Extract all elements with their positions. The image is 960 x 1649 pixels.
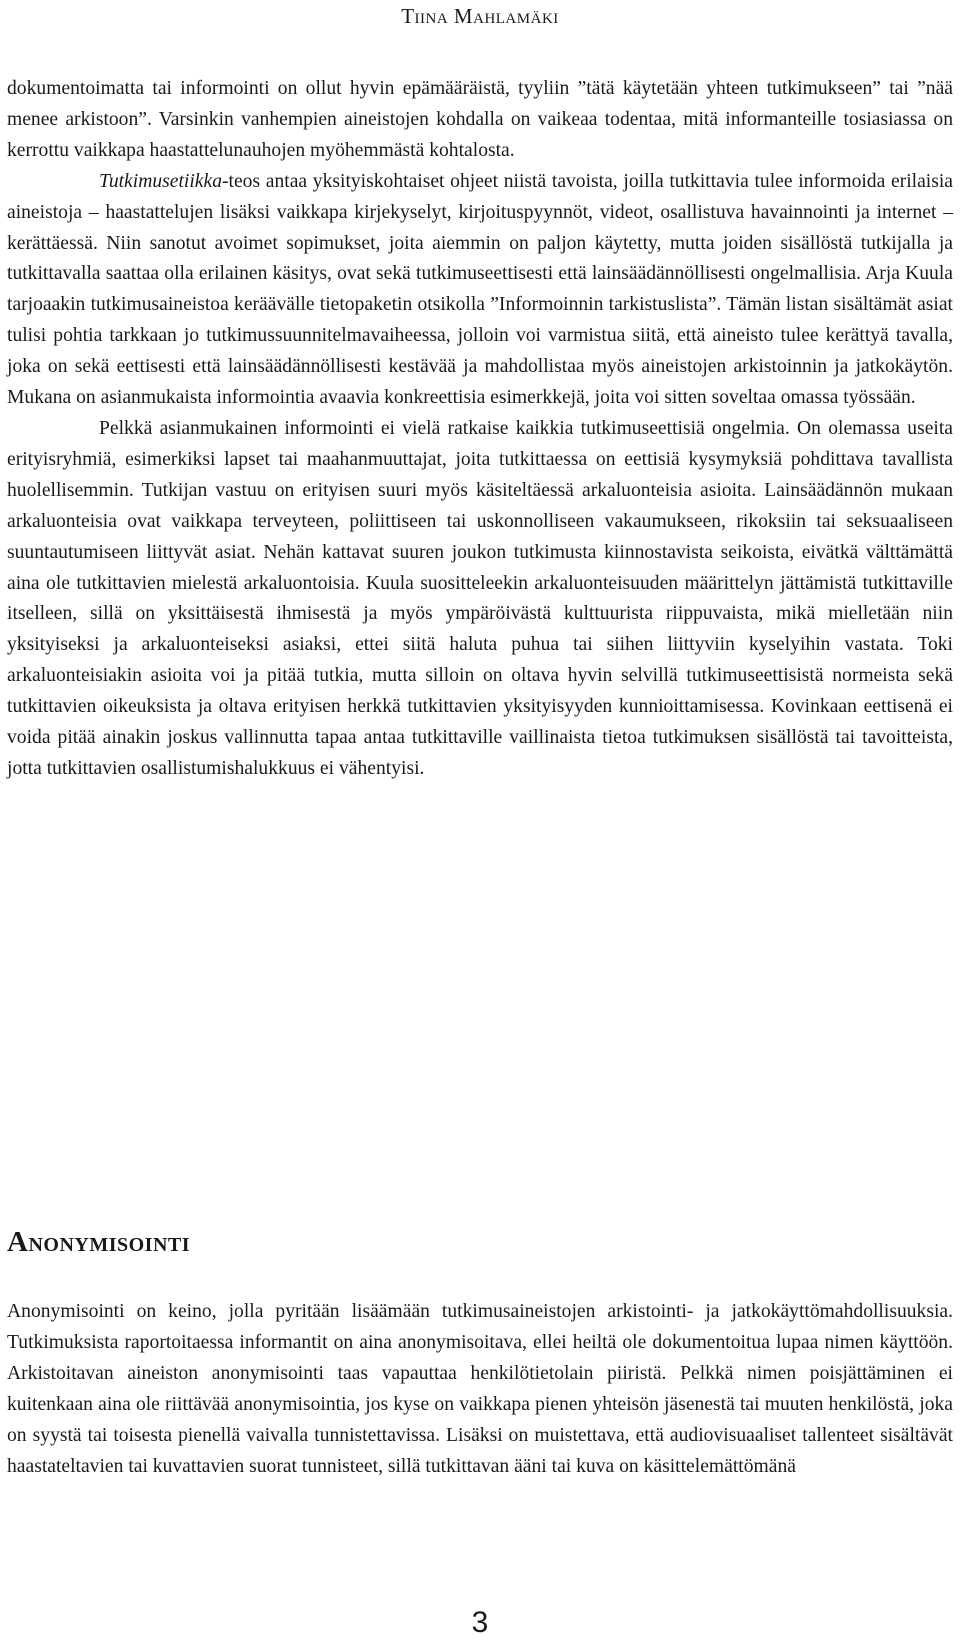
book-title-italic: Tutkimusetiikka [99,170,222,192]
running-head: Tiina Mahlamäki [401,4,559,28]
page-number: 3 [471,1606,489,1639]
paragraph-2-text: -teos antaa yksityiskohtaiset ohjeet niistä tavoista, joilla tutkittavia tulee informoida erilaisia aineistoja – haastattelujen lisäksi vaikkapa kirjekyselyt, kirjoituspyynnöt, videot, osallistuva havainnointi ja internet – kerättäessä. Niin sanotut avoimet sopimukset, joita aiemmin on paljon käytetty, mutta joiden sisällöstä tutkijalla ja tutkittavalla saattaa olla erilainen käsitys, ovat sekä tutkimuseettisesti että lainsäädännöllisesti ongelmallisia. Arja Kuula tarjoaakin tutkimusaineistoa keräävälle tietopaketin otsikolla ”Informoinnin tarkistuslista”. Tämän listan sisältämät asiat tulisi pohtia tarkkaan jo tutkimussuunnitelmavaiheessa, jolloin voi varmistua siitä, että aineisto tulee kerättyä tavalla, joka on sekä eettisesti että lainsäädännöllisesti kestävää ja mahdollistaa myös aineistojen arkistoinnin ja jatkokäytön. Mukana on asianmukaista informointia avaavia konkreettisia esimerkkejä, joita voi sitten soveltaa omassa työssään. [7,170,953,409]
paragraph-2 [7,167,953,414]
paragraph-1: dokumentoimatta tai informointi on ollut hyvin epämääräistä, tyyliin ”tätä käytetään yhteen tutkimukseen” tai ”nää menee arkistoon”. Varsinkin vanhempien aineistojen kohdalla on vaikeaa todentaa, mitä informanteille tosiasiassa on kerrottu vaikkapa haastattelunauhojen myöhemmästä kohtalosta. [7,78,953,161]
paragraph-4: Anonymisointi on keino, jolla pyritään lisäämään tutkimusaineistojen arkistointi- ja jatkokäyttömahdollisuuksia. Tutkimuksista raportoitaessa informantit on aina anonymisoitava, ellei heiltä ole dokumentoitua lupaa nimen käyttöön. Arkistoitavan aineiston anonymisointi taas vapauttaa henkilötietolain piiristä. Pelkkä nimen poisjättäminen ei kuitenkaan aina ole riittävää anonymisointia, jos kyse on vaikkapa pienen yhteisön jäsenestä tai muuten henkilöstä, joka on syystä tai toisesta pienellä vaivalla tunnistettavissa. Lisäksi on muistettava, että audiovisuaaliset tallenteet sisältävät haastateltavien tai kuvattavien suorat tunnisteet, sillä tutkittavan ääni tai kuva on käsittelemättömänä [7,1301,953,1477]
main-text-block [7,74,953,785]
paragraph-3: Pelkkä asianmukainen informointi ei vielä ratkaise kaikkia tutkimuseettisiä ongelmia. On olemassa useita erityisryhmiä, esimerkiksi lapset tai maahanmuuttajat, joita tutkittaessa on eettisiä kysymyksiä pohdittava tavallista huolellisemmin. Tutkijan vastuu on erityisen suuri myös käsiteltäessä arkaluonteisia asioita. Lainsäädännön mukaan arkaluonteisia ovat vaikkapa terveyteen, poliittiseen tai uskonnolliseen vakaumukseen, rikoksiin tai seksuaaliseen suuntautumiseen liittyvät asiat. Nehän kattavat suuren joukon tutkimusta kiinnostavista seikoista, eivätkä välttämättä aina ole tutkittavien mielestä arkaluontoisia. Kuula suositteleekin arkaluonteisuuden määrittelyn jättämistä tutkittaville itselleen, sillä on yksittäisestä ihmisestä ja myös ympäröivästä kulttuurista riippuvaista, mikä mielletään niin yksityiseksi ja arkaluonteiseksi asiaksi, ettei siitä haluta puhua tai siihen liittyviin kyselyihin vastata. Toki arkaluonteisiakin asioita voi ja pitää tutkia, mutta silloin on oltava hyvin selvillä tutkimuseettisistä normeista sekä tutkittavien oikeuksista ja oltava erityisen herkkä tutkittavien yksityisyyden kunnioittamisessa. Kovinkaan eettisenä ei voida pitää ainakin joskus vallinnutta tapaa antaa tutkittaville vaillinaista tietoa tutkimuksen sisällöstä tai tavoitteista, jotta tutkittavien osallistumishalukkuus ei vähentyisi. [7,417,953,779]
section-heading: Anonymisointi [7,1226,191,1258]
section-text-block [7,1297,953,1482]
